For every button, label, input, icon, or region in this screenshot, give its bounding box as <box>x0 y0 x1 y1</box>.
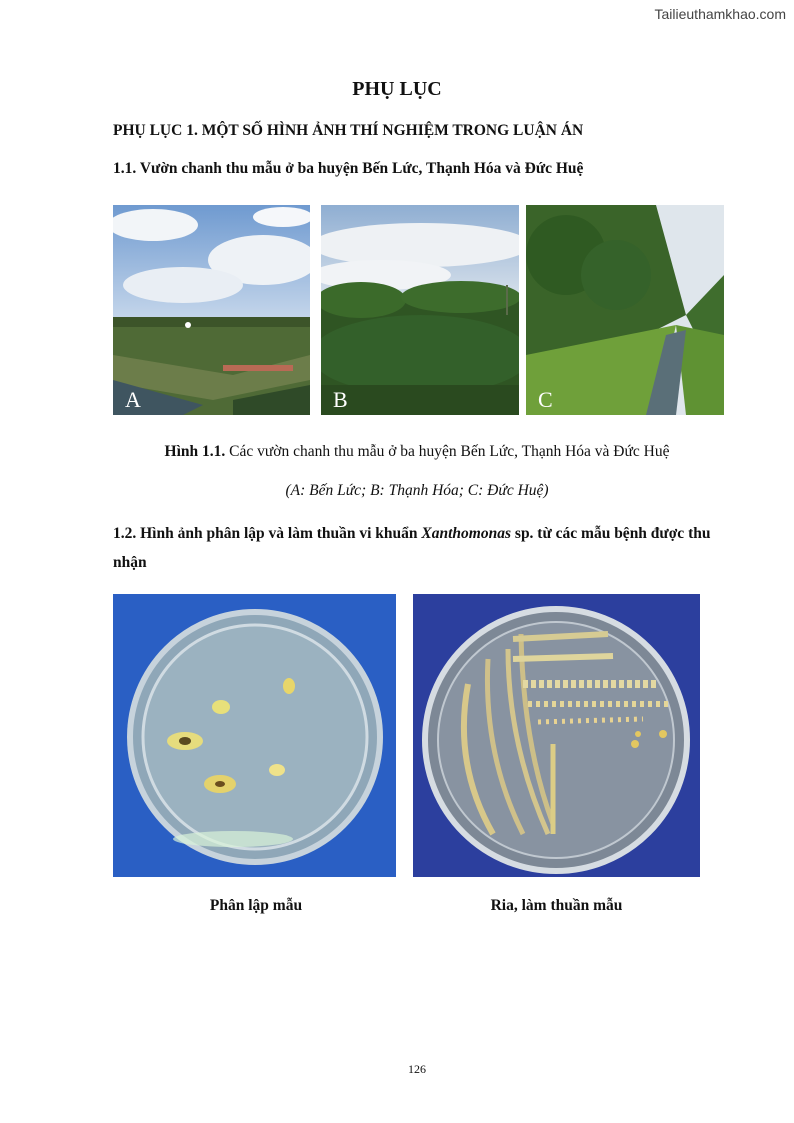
orchard-photo-c-image <box>526 205 724 415</box>
section-1-2-heading <box>113 519 733 577</box>
petri-dish-isolation-image <box>113 594 396 877</box>
photo-letter-b: B <box>333 387 348 412</box>
figure-1-1-caption <box>0 443 794 461</box>
orchard-photo-b-image <box>321 205 519 415</box>
figure-1-1-label: Hình 1.1. <box>164 443 226 460</box>
section-1-2-suffix: sp. từ các mẫu bệnh được thu nhận <box>113 525 711 571</box>
orchard-photo-c <box>526 205 724 415</box>
section-1-2-italic: Xanthomonas <box>421 525 512 542</box>
photo-letter-a: A <box>125 387 141 412</box>
petri-dish-isolation-photo <box>113 594 396 877</box>
section-1-2-prefix: 1.2. Hình ảnh phân lập và làm thuần vi khuẩn <box>113 525 422 542</box>
petri-dish-streak-image <box>413 594 700 877</box>
petri-dish-streak-photo <box>413 594 700 877</box>
figure-1-1-text: Các vườn chanh thu mẫu ở ba huyện Bến Lức, Thạnh Hóa và Đức Huệ <box>225 443 670 460</box>
watermark: Tailieuthamkhao.com <box>654 6 786 22</box>
appendix-heading: PHỤ LỤC 1. MỘT SỐ HÌNH ẢNH THÍ NGHIỆM TRONG LUẬN ÁN <box>113 122 584 139</box>
orchard-photo-a-image <box>113 205 310 415</box>
page-number: 126 <box>408 1062 426 1076</box>
orchard-photo-b <box>321 205 519 415</box>
streak-label: Ria, làm thuần mẫu <box>490 897 623 914</box>
figure-1-1-subcaption: (A: Bến Lức; B: Thạnh Hóa; C: Đức Huệ) <box>285 482 549 499</box>
isolation-label: Phân lập mẫu <box>209 897 303 914</box>
section-1-1-heading: 1.1. Vườn chanh thu mẫu ở ba huyện Bến Lức, Thạnh Hóa và Đức Huệ <box>113 160 584 177</box>
orchard-photo-a <box>113 205 310 415</box>
photo-letter-c: C <box>538 387 553 412</box>
page-title: PHỤ LỤC <box>352 78 442 100</box>
